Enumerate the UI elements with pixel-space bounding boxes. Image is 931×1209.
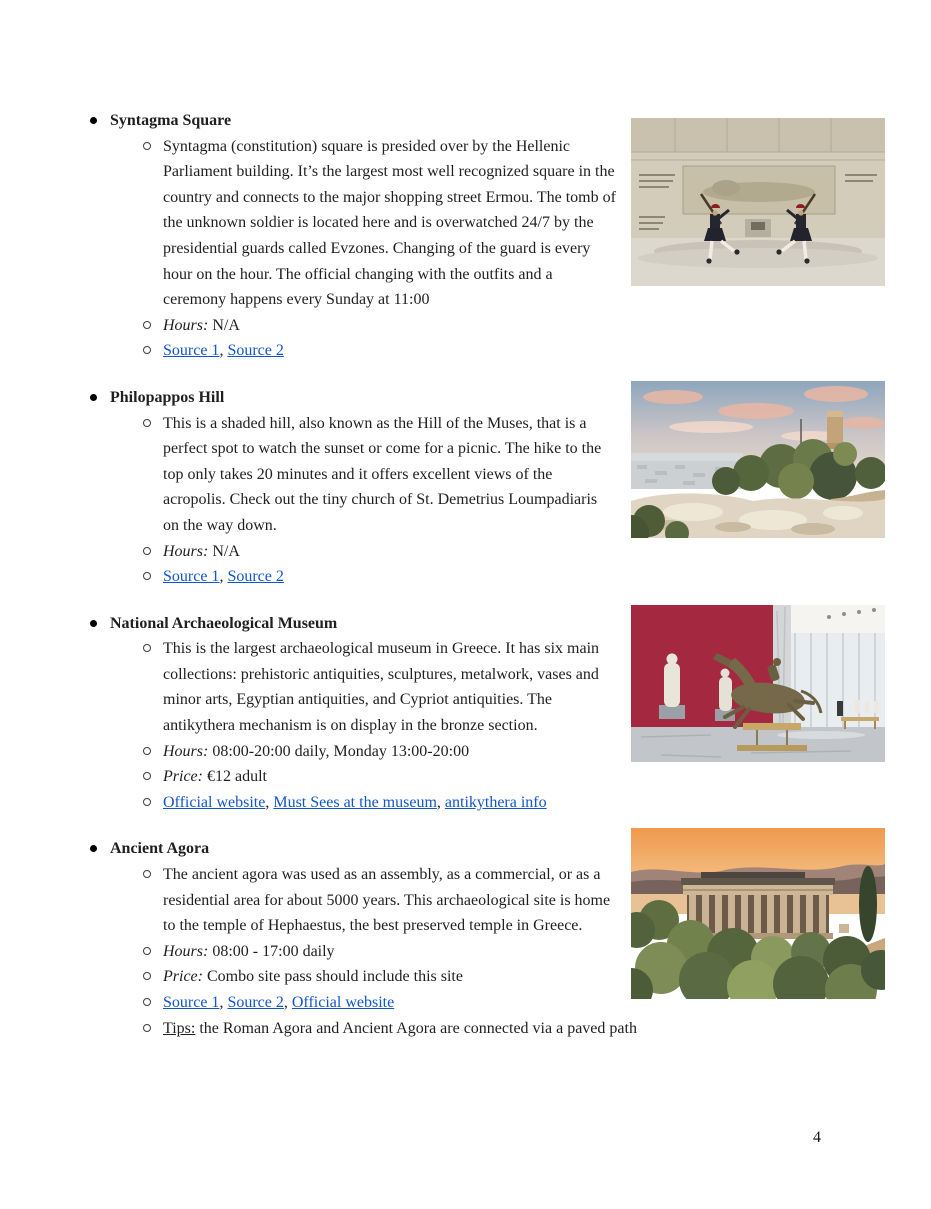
section-description: Syntagma (constitution) square is presided over by the Hellenic Parliament building. It’s the largest most well recognized square in the country and connects to the major shopping street Ermou. The tomb of the unknown soldier is located here and is overwatched 24/7 by the presidential guards called Evzones. Changing of the guard is every hour on the hour. The official changing with the outfits and a ceremony happens every Sunday at 11:00	[163, 137, 616, 309]
link-separator: ,	[283, 994, 292, 1011]
hours-value: N/A	[208, 316, 240, 334]
link-source-1[interactable]: Source 1	[163, 342, 220, 360]
bullet-circle-icon	[143, 572, 151, 580]
hours-line	[163, 939, 885, 965]
section-title: National Archaeological Museum	[110, 614, 338, 632]
hours-label: Hours:	[163, 316, 209, 334]
bullet-circle-icon	[143, 142, 151, 150]
bullet-disc-icon	[90, 845, 97, 852]
link-source-1[interactable]: Source 1	[163, 568, 220, 586]
link-separator: ,	[219, 342, 228, 360]
bullet-disc-icon	[90, 117, 97, 124]
link-source-2[interactable]: Source 2	[227, 994, 284, 1011]
bullet-circle-icon	[143, 644, 151, 652]
link-separator: ,	[265, 793, 274, 811]
price-value: Combo site pass should include this site	[202, 968, 463, 986]
bullet-circle-icon	[143, 419, 151, 427]
links-line	[163, 338, 885, 364]
bullet-circle-icon	[143, 346, 151, 354]
links-line	[163, 790, 885, 816]
bullet-disc-icon	[90, 620, 97, 627]
links-line	[163, 564, 885, 590]
section-description: This is the largest archaeological museum in Greece. It has six main collections: prehistoric antiquities, sculptures, metalwork, vases and minor arts, Egyptian antiquities, and Cypriot antiquities. The antikythera mechanism is on display in the bronze section.	[163, 640, 600, 735]
tips-value: the Roman Agora and Ancient Agora are connected via a paved path	[195, 1019, 637, 1037]
bullet-circle-icon	[143, 747, 151, 755]
section-national-archaeological-museum	[75, 611, 885, 816]
bullet-circle-icon	[143, 1024, 151, 1032]
section-ancient-agora	[75, 836, 885, 1041]
bullet-circle-icon	[143, 947, 151, 955]
bullet-circle-icon	[143, 772, 151, 780]
bullet-circle-icon	[143, 547, 151, 555]
links-line	[163, 990, 885, 1016]
section-title: Philopappos Hill	[110, 388, 225, 406]
link-antikythera-info[interactable]: antikythera info	[444, 793, 547, 811]
section-description: The ancient agora was used as an assembly, as a commercial, or as a residential area for about 5000 years. This archaeological site is home to the temple of Hephaestus, the best preserved temple in Greece.	[163, 866, 611, 935]
link-separator: ,	[219, 568, 228, 586]
hours-value: 08:00 - 17:00 daily	[208, 942, 335, 960]
hours-line	[163, 313, 885, 339]
section-title: Syntagma Square	[110, 112, 232, 129]
link-source-2[interactable]: Source 2	[227, 568, 284, 586]
bullet-circle-icon	[143, 798, 151, 806]
link-source-2[interactable]: Source 2	[227, 342, 284, 360]
price-value: €12 adult	[202, 768, 267, 786]
tips-label: Tips:	[163, 1019, 196, 1037]
bullet-circle-icon	[143, 870, 151, 878]
page-number: 4	[813, 1129, 821, 1146]
price-line	[163, 764, 885, 790]
link-official-website[interactable]: Official website	[291, 994, 395, 1011]
link-separator: ,	[436, 793, 445, 811]
hours-line	[163, 739, 885, 765]
tips-line	[163, 1016, 885, 1042]
price-line	[163, 964, 885, 990]
price-label: Price:	[163, 768, 203, 786]
section-description: This is a shaded hill, also known as the Hill of the Muses, that is a perfect spot to watch the sunset or come for a picnic. The hike to the top only takes 20 minutes and it offers excellent views of the acropolis. Check out the tiny church of St. Demetrius Loumpadiaris on the way down.	[163, 414, 602, 534]
bullet-circle-icon	[143, 321, 151, 329]
bullet-disc-icon	[90, 394, 97, 401]
link-separator: ,	[219, 994, 228, 1011]
document-content	[75, 108, 885, 1062]
hours-line	[163, 539, 885, 565]
section-syntagma-square	[75, 108, 885, 364]
bullet-circle-icon	[143, 972, 151, 980]
hours-label: Hours:	[163, 542, 209, 560]
hours-label: Hours:	[163, 942, 209, 960]
link-source-1[interactable]: Source 1	[163, 994, 220, 1011]
hours-label: Hours:	[163, 742, 209, 760]
section-title: Ancient Agora	[110, 840, 210, 858]
price-label: Price:	[163, 968, 203, 986]
link-must-sees[interactable]: Must Sees at the museum	[273, 793, 437, 811]
section-philopappos-hill	[75, 385, 885, 590]
bullet-circle-icon	[143, 998, 151, 1006]
hours-value: 08:00-20:00 daily, Monday 13:00-20:00	[208, 742, 470, 760]
hours-value: N/A	[208, 542, 240, 560]
link-official-website[interactable]: Official website	[163, 793, 266, 811]
